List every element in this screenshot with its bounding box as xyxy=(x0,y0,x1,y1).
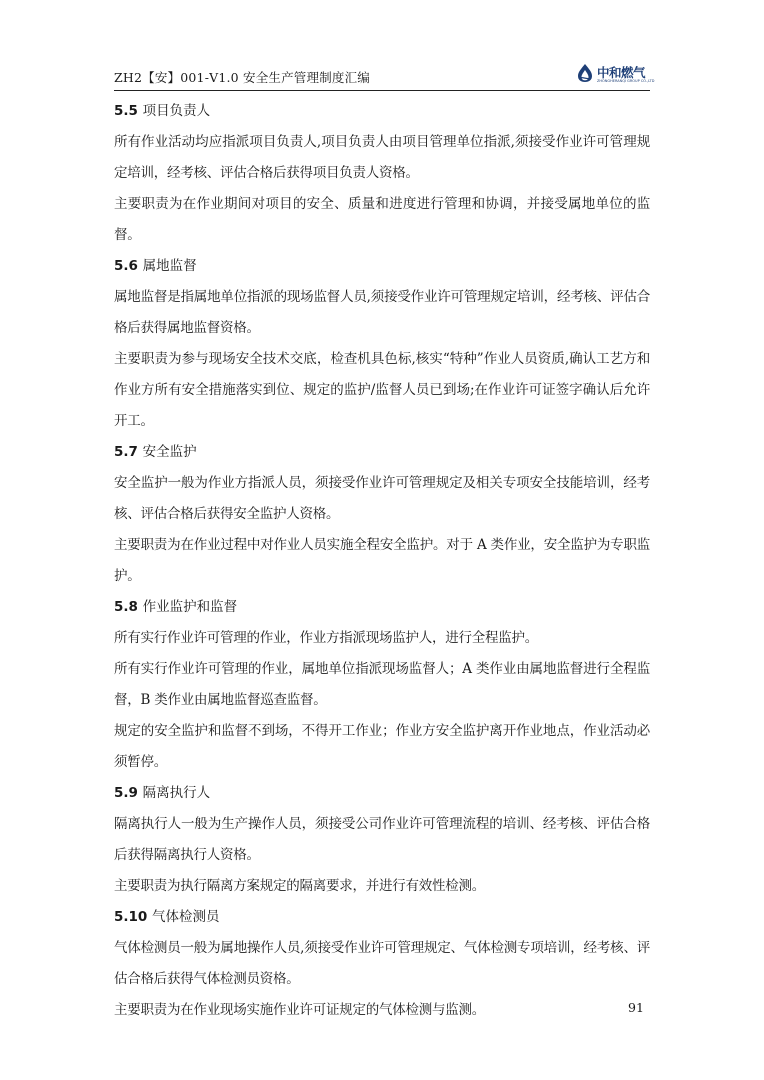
paragraph: 主要职责为在作业期间对项目的安全、质量和进度进行管理和协调，并接受属地单位的监督。 xyxy=(114,196,650,243)
paragraph: 主要职责为执行隔离方案规定的隔离要求，并进行有效性检测。 xyxy=(114,878,485,894)
paragraph: 规定的安全监护和监督不到场，不得开工作业；作业方安全监护离开作业地点，作业活动必须暂停。 xyxy=(114,723,650,770)
section-title: 属地监督 xyxy=(142,258,197,274)
paragraph: 所有作业活动均应指派项目负责人,项目负责人由项目管理单位指派,须接受作业许可管理规定培训，经考核、评估合格后获得项目负责人资格。 xyxy=(114,134,650,181)
section-title: 作业监护和监督 xyxy=(142,599,238,615)
document-body xyxy=(114,96,650,1026)
section-number: 5.8 xyxy=(114,599,138,615)
paragraph: 隔离执行人一般为生产操作人员，须接受公司作业许可管理流程的培训、经考核、评估合格后获得隔离执行人资格。 xyxy=(114,816,650,863)
logo-subtext: ZHONGHERANQI GROUP CO.,LTD xyxy=(597,79,655,83)
paragraph: 主要职责为在作业现场实施作业许可证规定的气体检测与监测。 xyxy=(114,1002,485,1018)
page-number: 91 xyxy=(628,1000,644,1015)
section-number: 5.9 xyxy=(114,785,138,801)
flame-logo-icon xyxy=(576,63,594,83)
section-heading xyxy=(114,437,650,468)
paragraph: 主要职责为在作业过程中对作业人员实施全程安全监护。对于 A 类作业，安全监护为专职监护。 xyxy=(114,537,650,584)
section-heading xyxy=(114,96,650,127)
paragraph: 属地监督是指属地单位指派的现场监督人员,须接受作业许可管理规定培训，经考核、评估合格后获得属地监督资格。 xyxy=(114,289,650,336)
header-title: ZH2【安】001-V1.0 安全生产管理制度汇编 xyxy=(114,70,371,85)
section-number: 5.7 xyxy=(114,444,138,460)
section-title: 隔离执行人 xyxy=(142,785,211,801)
section-heading xyxy=(114,592,650,623)
logo-text: 中和燃气 xyxy=(597,65,646,80)
paragraph: 主要职责为参与现场安全技术交底，检查机具色标,核实“特种”作业人员资质,确认工艺方和作业方所有安全措施落实到位、规定的监护/监督人员已到场;在作业许可证签字确认后允许开工。 xyxy=(114,351,650,429)
paragraph: 安全监护一般为作业方指派人员，须接受作业许可管理规定及相关专项安全技能培训，经考核、评估合格后获得安全监护人资格。 xyxy=(114,475,650,522)
paragraph: 气体检测员一般为属地操作人员,须接受作业许可管理规定、气体检测专项培训，经考核、评估合格后获得气体检测员资格。 xyxy=(114,940,650,987)
paragraph: 所有实行作业许可管理的作业，作业方指派现场监护人，进行全程监护。 xyxy=(114,630,538,646)
section-heading xyxy=(114,251,650,282)
section-title: 安全监护 xyxy=(142,444,197,460)
paragraph: 所有实行作业许可管理的作业，属地单位指派现场监督人；A 类作业由属地监督进行全程监督，B 类作业由属地监督巡查监督。 xyxy=(114,661,650,708)
section-number: 5.10 xyxy=(114,909,148,925)
company-logo xyxy=(576,61,655,87)
section-title: 气体检测员 xyxy=(152,909,220,925)
section-title: 项目负责人 xyxy=(142,103,211,119)
page-header xyxy=(114,58,655,91)
section-heading xyxy=(114,902,650,933)
section-number: 5.6 xyxy=(114,258,138,274)
section-number: 5.5 xyxy=(114,103,138,119)
section-heading xyxy=(114,778,650,809)
